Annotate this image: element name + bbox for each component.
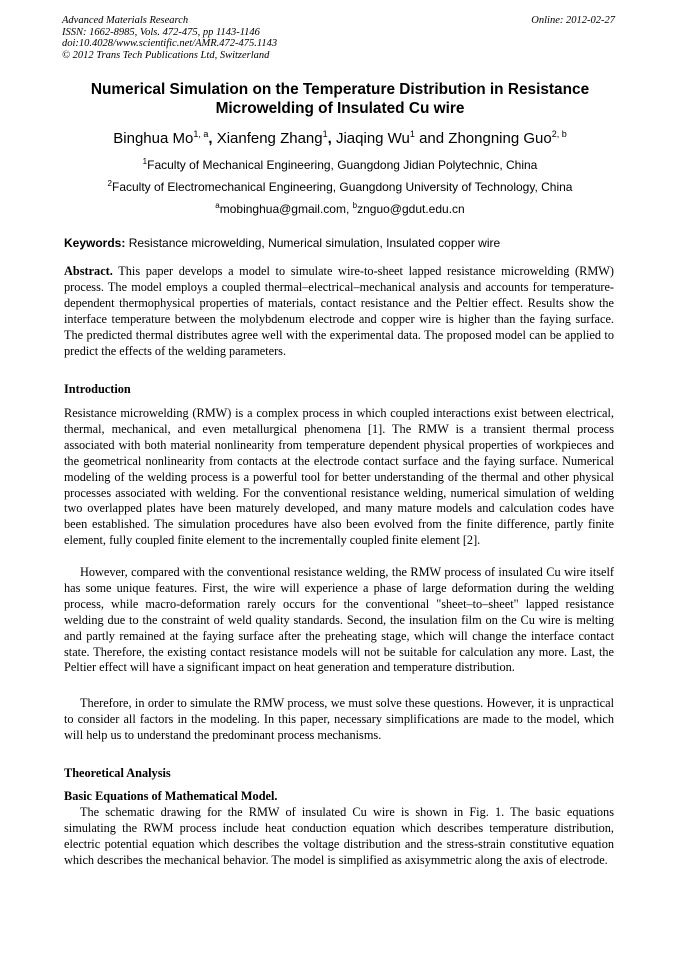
author-name: Binghua Mo [113,130,194,147]
author-affiliation-mark: 2, b [551,129,567,139]
affiliation-2 [40,180,640,194]
affiliation-text: Faculty of Mechanical Engineering, Guangdong Jidian Polytechnic, China [147,158,538,172]
email-separator: , [345,202,353,216]
theory-paragraph: The schematic drawing for the RMW of insulated Cu wire is shown in Fig. 1. The basic equations simulating the RWM process include heat conduction equation which describes temperature distribution, electric potential equation which describes the voltage distribution and the stress-strain constitutive equation which describes the mechanical behavior. The model is simplified as axisymmetric along the axis of electrode. [64,805,614,867]
author-emails [40,202,640,216]
doi-line[interactable]: doi:10.4028/www.scientific.net/AMR.472-475.1143 [62,38,278,50]
author-affiliation-mark: 1, a [193,129,209,139]
copyright-line: © 2012 Trans Tech Publications Ltd, Switzerland [62,49,270,61]
email-mark: a [215,201,220,210]
affiliation-mark: 2 [107,179,112,188]
author-name: Jiaqing Wu [335,130,410,147]
affiliation-text: Faculty of Electromechanical Engineering, Guangdong University of Technology, China [111,180,573,194]
keywords [64,236,624,250]
introduction-paragraph-3: Therefore, in order to simulate the RMW process, we must solve these questions. However, it is unpractical to consider all factors in the modeling. In this paper, necessary simplifications are made to the model, which will help us to understand the predominant process mechanisms. [64,696,614,742]
abstract-label: Abstract. [64,264,113,278]
introduction-paragraph-2: However, compared with the conventional resistance welding, the RMW process of insulated Cu wire itself has some unique features. First, the wire will experience a phase of large deformation during the welding process, while macro-deformation rarely occurs for the conventional "sheet–to–sheet" lapped resistance welding due to the constraint of weld quality standards. Second, the insulation film on the Cu wire is melting and partly remained at the faying surface after the preheating stage, which will change the interface contact state. Therefore, the existing contact resistance models will not be suitable for calculation any more. Last, the Peltier effect will have a significant impact on heat generation and temperature distribution. [64,565,614,675]
issn-line: ISSN: 1662-8985, Vols. 472-475, pp 1143-1146 [62,26,260,38]
abstract [64,264,614,359]
theory-heading: Theoretical Analysis [64,766,171,780]
email-mark: b [352,201,358,210]
email-link[interactable]: znguo@gdut.edu.cn [357,202,465,216]
introduction-heading: Introduction [64,382,131,396]
abstract-text: This paper develops a model to simulate wire-to-sheet lapped resistance microwelding (RMW) process. The model employs a coupled thermal–electrical–mechanical analysis and accounts for temperature-dependent thermophysical properties of materials, contact resistance and the Peltier effect. Results show the interface temperature between the molybdenum electrode and copper wire is higher than the faying surface. The predicted thermal distributes agree well with the experimental data. The proposed model can be applied to predict the effects of the welding parameters. [64,264,614,358]
author-separator: , [208,130,217,147]
theory-subheading: Basic Equations of Mathematical Model. [64,789,278,803]
journal-name: Advanced Materials Research [62,15,189,26]
email-link[interactable]: mobinghua@gmail.com [219,202,346,216]
affiliation-1 [40,158,640,172]
author-conjunction: and [414,130,449,147]
paper-title: Numerical Simulation on the Temperature Distribution in Resistance Microwelding of Insulated Cu wire [90,81,590,117]
author-separator: , [327,130,336,147]
author-list [40,130,640,147]
introduction-paragraph-1: Resistance microwelding (RMW) is a complex process in which coupled interactions exist between electrical, thermal, mechanical, and even metallurgical phenomena [1]. The RMW is a transient thermal process associated with both material nonlinearity from temperature dependent physical properties of workpieces and the geometrical nonlinearity from contacts at the electrode contact surface and the faying surface. Numerical modeling of the welding process is a powerful tool for better understanding of the thermal and other physical processes associated with welding. For the conventional resistance welding, numerical simulation of welding two overlapped plates have been maturely developed, and many mature models and calculation codes have been established. The simulation procedures have also been evolved from the finite difference, partly finite element, fully coupled finite element to the incrementally coupled finite element [2]. [64,406,614,548]
journal-header [62,15,277,61]
keywords-label: Keywords: [64,236,126,250]
author-name: Zhongning Guo [448,130,552,147]
online-date: Online: 2012-02-27 [531,15,615,26]
keywords-text: Resistance microwelding, Numerical simulation, Insulated copper wire [125,236,501,250]
author-affiliation-mark: 1 [409,129,415,139]
author-affiliation-mark: 1 [322,129,328,139]
affiliation-mark: 1 [142,157,148,166]
author-name: Xianfeng Zhang [216,130,323,147]
